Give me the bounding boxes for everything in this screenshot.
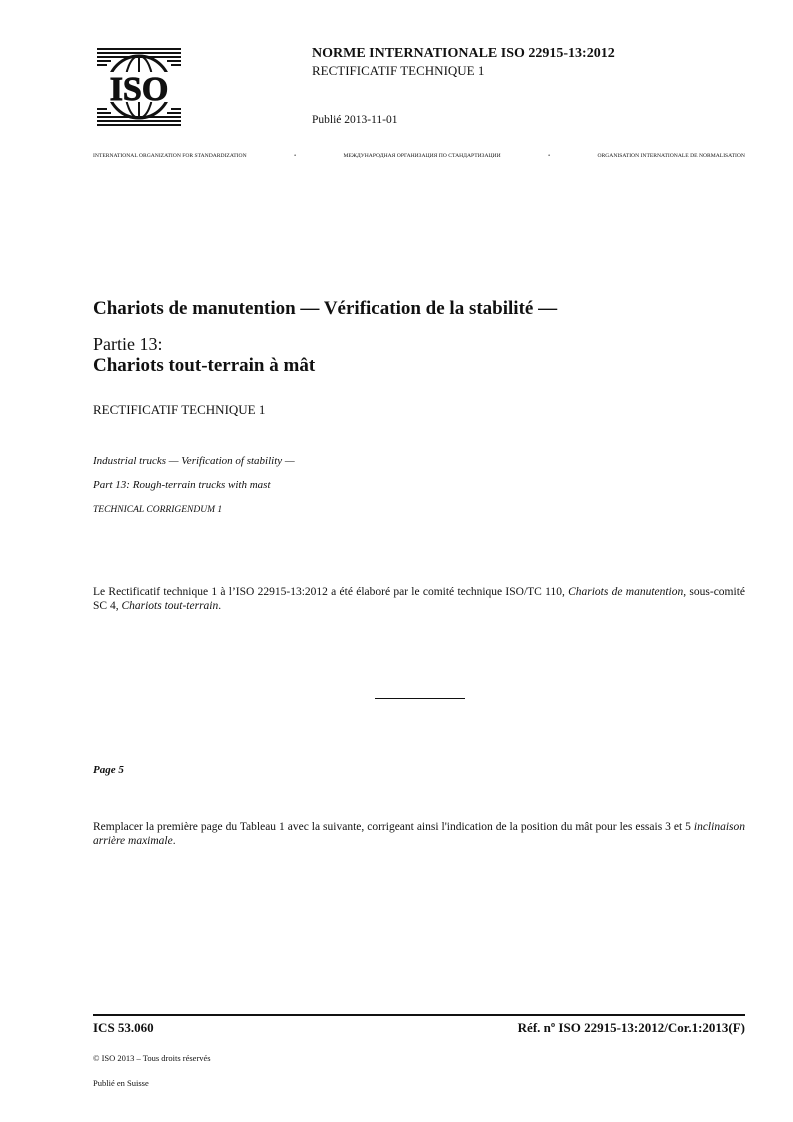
copyright: © ISO 2013 – Tous droits réservés — [93, 1053, 211, 1063]
org-line — [93, 153, 745, 159]
printed-in: Publié en Suisse — [93, 1078, 149, 1088]
text: . — [218, 600, 222, 612]
english-title: Industrial trucks — Verification of stability — — [93, 455, 295, 467]
corrigendum-heading: RECTIFICATIF TECHNIQUE 1 — [93, 402, 266, 417]
subcommittee-name: Chariots tout-terrain — [121, 600, 219, 612]
standard-number: NORME INTERNATIONALE ISO 22915-13:2012 — [312, 46, 615, 61]
english-part-title: Part 13: Rough-terrain trucks with mast — [93, 479, 271, 491]
separator-rule — [375, 698, 465, 699]
corrigendum-label: RECTIFICATIF TECHNIQUE 1 — [312, 63, 485, 78]
publication-date: Publié 2013-11-01 — [312, 114, 398, 126]
part-number: Partie 13: — [93, 334, 163, 354]
org-name-fr: ORGANISATION INTERNATIONALE DE NORMALISATION — [597, 153, 745, 159]
part-title: Chariots tout-terrain à mât — [93, 355, 316, 376]
svg-text:ISO: ISO — [109, 71, 169, 108]
page-reference: Page 5 — [93, 764, 124, 776]
text: Le Rectificatif technique 1 à l’ISO 22915-13:2012 a été élaboré par le comité technique ISO/TC 110, — [93, 586, 569, 598]
document-title: Chariots de manutention — Vérification de la stabilité — — [93, 298, 558, 319]
committee-name: Chariots de manutention — [568, 586, 684, 598]
ics-code: ICS 53.060 — [93, 1020, 154, 1035]
english-corrigendum: TECHNICAL CORRIGENDUM 1 — [93, 505, 223, 515]
intro-paragraph — [93, 585, 745, 613]
bullet: • — [294, 153, 297, 159]
text: Remplacer la première page du Tableau 1 avec la suivante, corrigeant ainsi l'indication de la position du mât pour les essais 3 et 5 — [93, 821, 694, 833]
iso-logo — [97, 48, 181, 126]
org-name-ru: МЕЖДУНАРОДНАЯ ОРГАНИЗАЦИЯ ПО СТАНДАРТИЗАЦИИ — [343, 153, 501, 159]
reference-number: Réf. nº ISO 22915-13:2012/Cor.1:2013(F) — [517, 1020, 745, 1035]
text: . — [172, 835, 176, 847]
footer-rule — [93, 1014, 745, 1016]
org-name-en: INTERNATIONAL ORGANIZATION FOR STANDARDIZATION — [93, 153, 247, 159]
text: , sous-comité SC 4, — [93, 586, 745, 612]
bullet: • — [548, 153, 551, 159]
emphasis: inclinaison arrière maximale — [93, 821, 745, 847]
correction-paragraph — [93, 820, 745, 848]
